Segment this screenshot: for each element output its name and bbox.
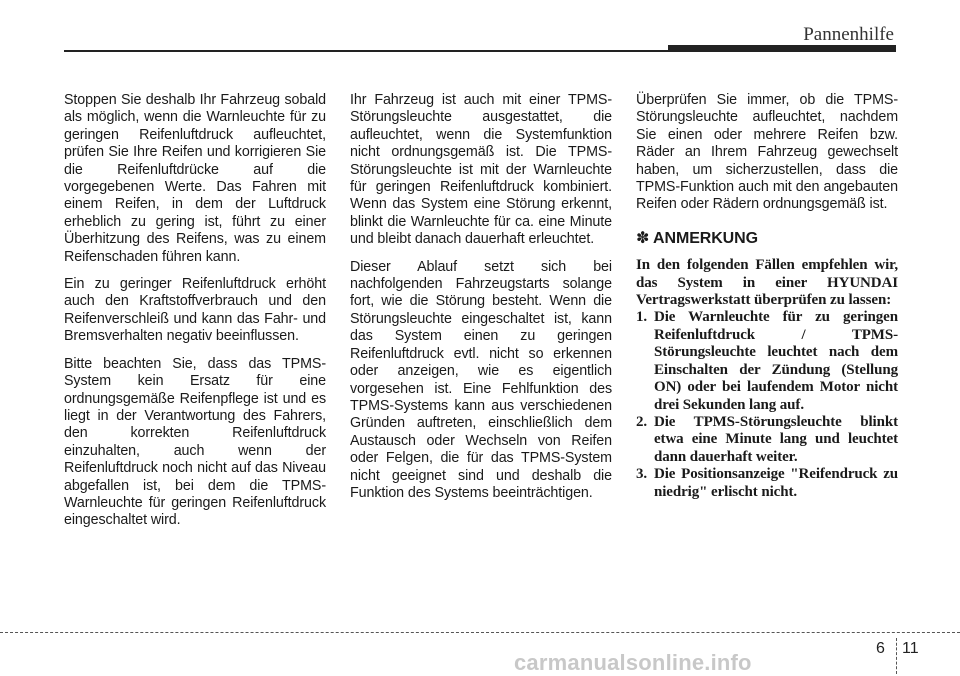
chapter-number: 6 — [876, 640, 885, 657]
paragraph: Ein zu geringer Reifenluftdruck erhöht auch den Kraftstoffverbrauch und den Reifenverschleiß und kann das Fahr- und Bremsverhalten negativ beeinflussen. — [64, 276, 326, 345]
page-number: 11 — [902, 640, 919, 657]
watermark-logo: carmanualsonline.info — [514, 650, 752, 675]
list-item-number: 3. — [636, 466, 648, 483]
paragraph: Stoppen Sie deshalb Ihr Fahrzeug sobald als möglich, wenn die Warnleuchte für zu geringen Reifenluftdruck aufleuchtet, prüfen Sie Ihre Reifen und korrigieren Sie die Reifenluftdrücke auf die vorgegebenen Werte. Das Fahren mit einem Reifen, in dem der Luftdruck erheblich zu gering ist, führt zu einer Überhitzung des Reifens, was zu einem Reifenschaden führen kann. — [64, 92, 326, 265]
note-heading: ✽ ANMERKUNG — [636, 229, 758, 247]
footer-divider — [896, 638, 897, 674]
list-item-text: Die Warnleuchte für zu geringen Reifenluftdruck / TPMS-Störungsleuchte leuchtet nach dem Einschalten der Zündung (Stellung ON) oder bei laufendem Motor nicht drei Sekunden lang auf. — [654, 309, 898, 413]
footer-rule — [0, 632, 960, 633]
list-item — [636, 414, 898, 466]
note-list — [636, 309, 898, 500]
note-box — [636, 257, 898, 501]
text-column-2 — [350, 92, 612, 512]
paragraph: Ihr Fahrzeug ist auch mit einer TPMS-Störungsleuchte ausgestattet, die aufleuchtet, wenn die Systemfunktion nicht ordnungsgemäß ist. Die TPMS-Störungsleuchte ist mit der Warnleuchte für geringen Reifenluftdruck kombiniert. Wenn das System eine Störung erkennt, blinkt die Warnleuchte für ca. eine Minute und bleibt danach dauerhaft erleuchtet. — [350, 92, 612, 248]
list-item — [636, 309, 898, 413]
text-column-3 — [636, 92, 898, 501]
paragraph: Überprüfen Sie immer, ob die TPMS-Störungsleuchte aufleuchtet, nachdem Sie einen oder mehrere Reifen bzw. Räder an Ihrem Fahrzeug gewechselt haben, um sicherzustellen, dass die TPMS-Funktion auch mit den angebauten Reifen oder Rädern ordnungsgemäß ist. — [636, 92, 898, 213]
list-item — [636, 466, 898, 501]
text-column-1 — [64, 92, 326, 540]
list-item-number: 1. — [636, 309, 648, 326]
note-intro: In den folgenden Fällen empfehlen wir, das System in einer HYUNDAI Vertragswerkstatt überprüfen zu lassen: — [636, 257, 898, 309]
header-rule-accent — [668, 45, 896, 52]
paragraph: Dieser Ablauf setzt sich bei nachfolgenden Fahrzeugstarts solange fort, wie die Störung besteht. Wenn die Störungsleuchte eingeschaltet ist, kann das System einen zu geringen Reifenluftdruck evtl. nicht so erkennen oder anzeigen, wie es eigentlich vorgesehen ist. Eine Fehlfunktion des TPMS-Systems kann aus verschiedenen Gründen auftreten, einschließlich dem Austausch oder Wechseln von Reifen oder Felgen, die für das TPMS-System nicht geeignet sind und deshalb die Funktion des Systems beeinträchtigen. — [350, 258, 612, 501]
paragraph: Bitte beachten Sie, dass das TPMS-System kein Ersatz für eine ordnungsgemäße Reifenpflege ist und es liegt in der Verantwortung des Fahrers, den korrekten Reifenluftdruck einzuhalten, auch wenn der Reifenluftdruck noch nicht auf das Niveau abgefallen ist, bei dem die TPMS-Warnleuchte für geringen Reifenluftdruck eingeschaltet wird. — [64, 355, 326, 529]
list-item-number: 2. — [636, 413, 648, 430]
section-title: Pannenhilfe — [803, 24, 894, 45]
list-item-text: Die Positionsanzeige "Reifendruck zu niedrig" erlischt nicht. — [654, 466, 898, 500]
header-rule — [64, 50, 674, 52]
list-item-text: Die TPMS-Störungsleuchte blinkt etwa eine Minute lang und leuchtet dann dauerhaft weiter. — [654, 413, 898, 465]
